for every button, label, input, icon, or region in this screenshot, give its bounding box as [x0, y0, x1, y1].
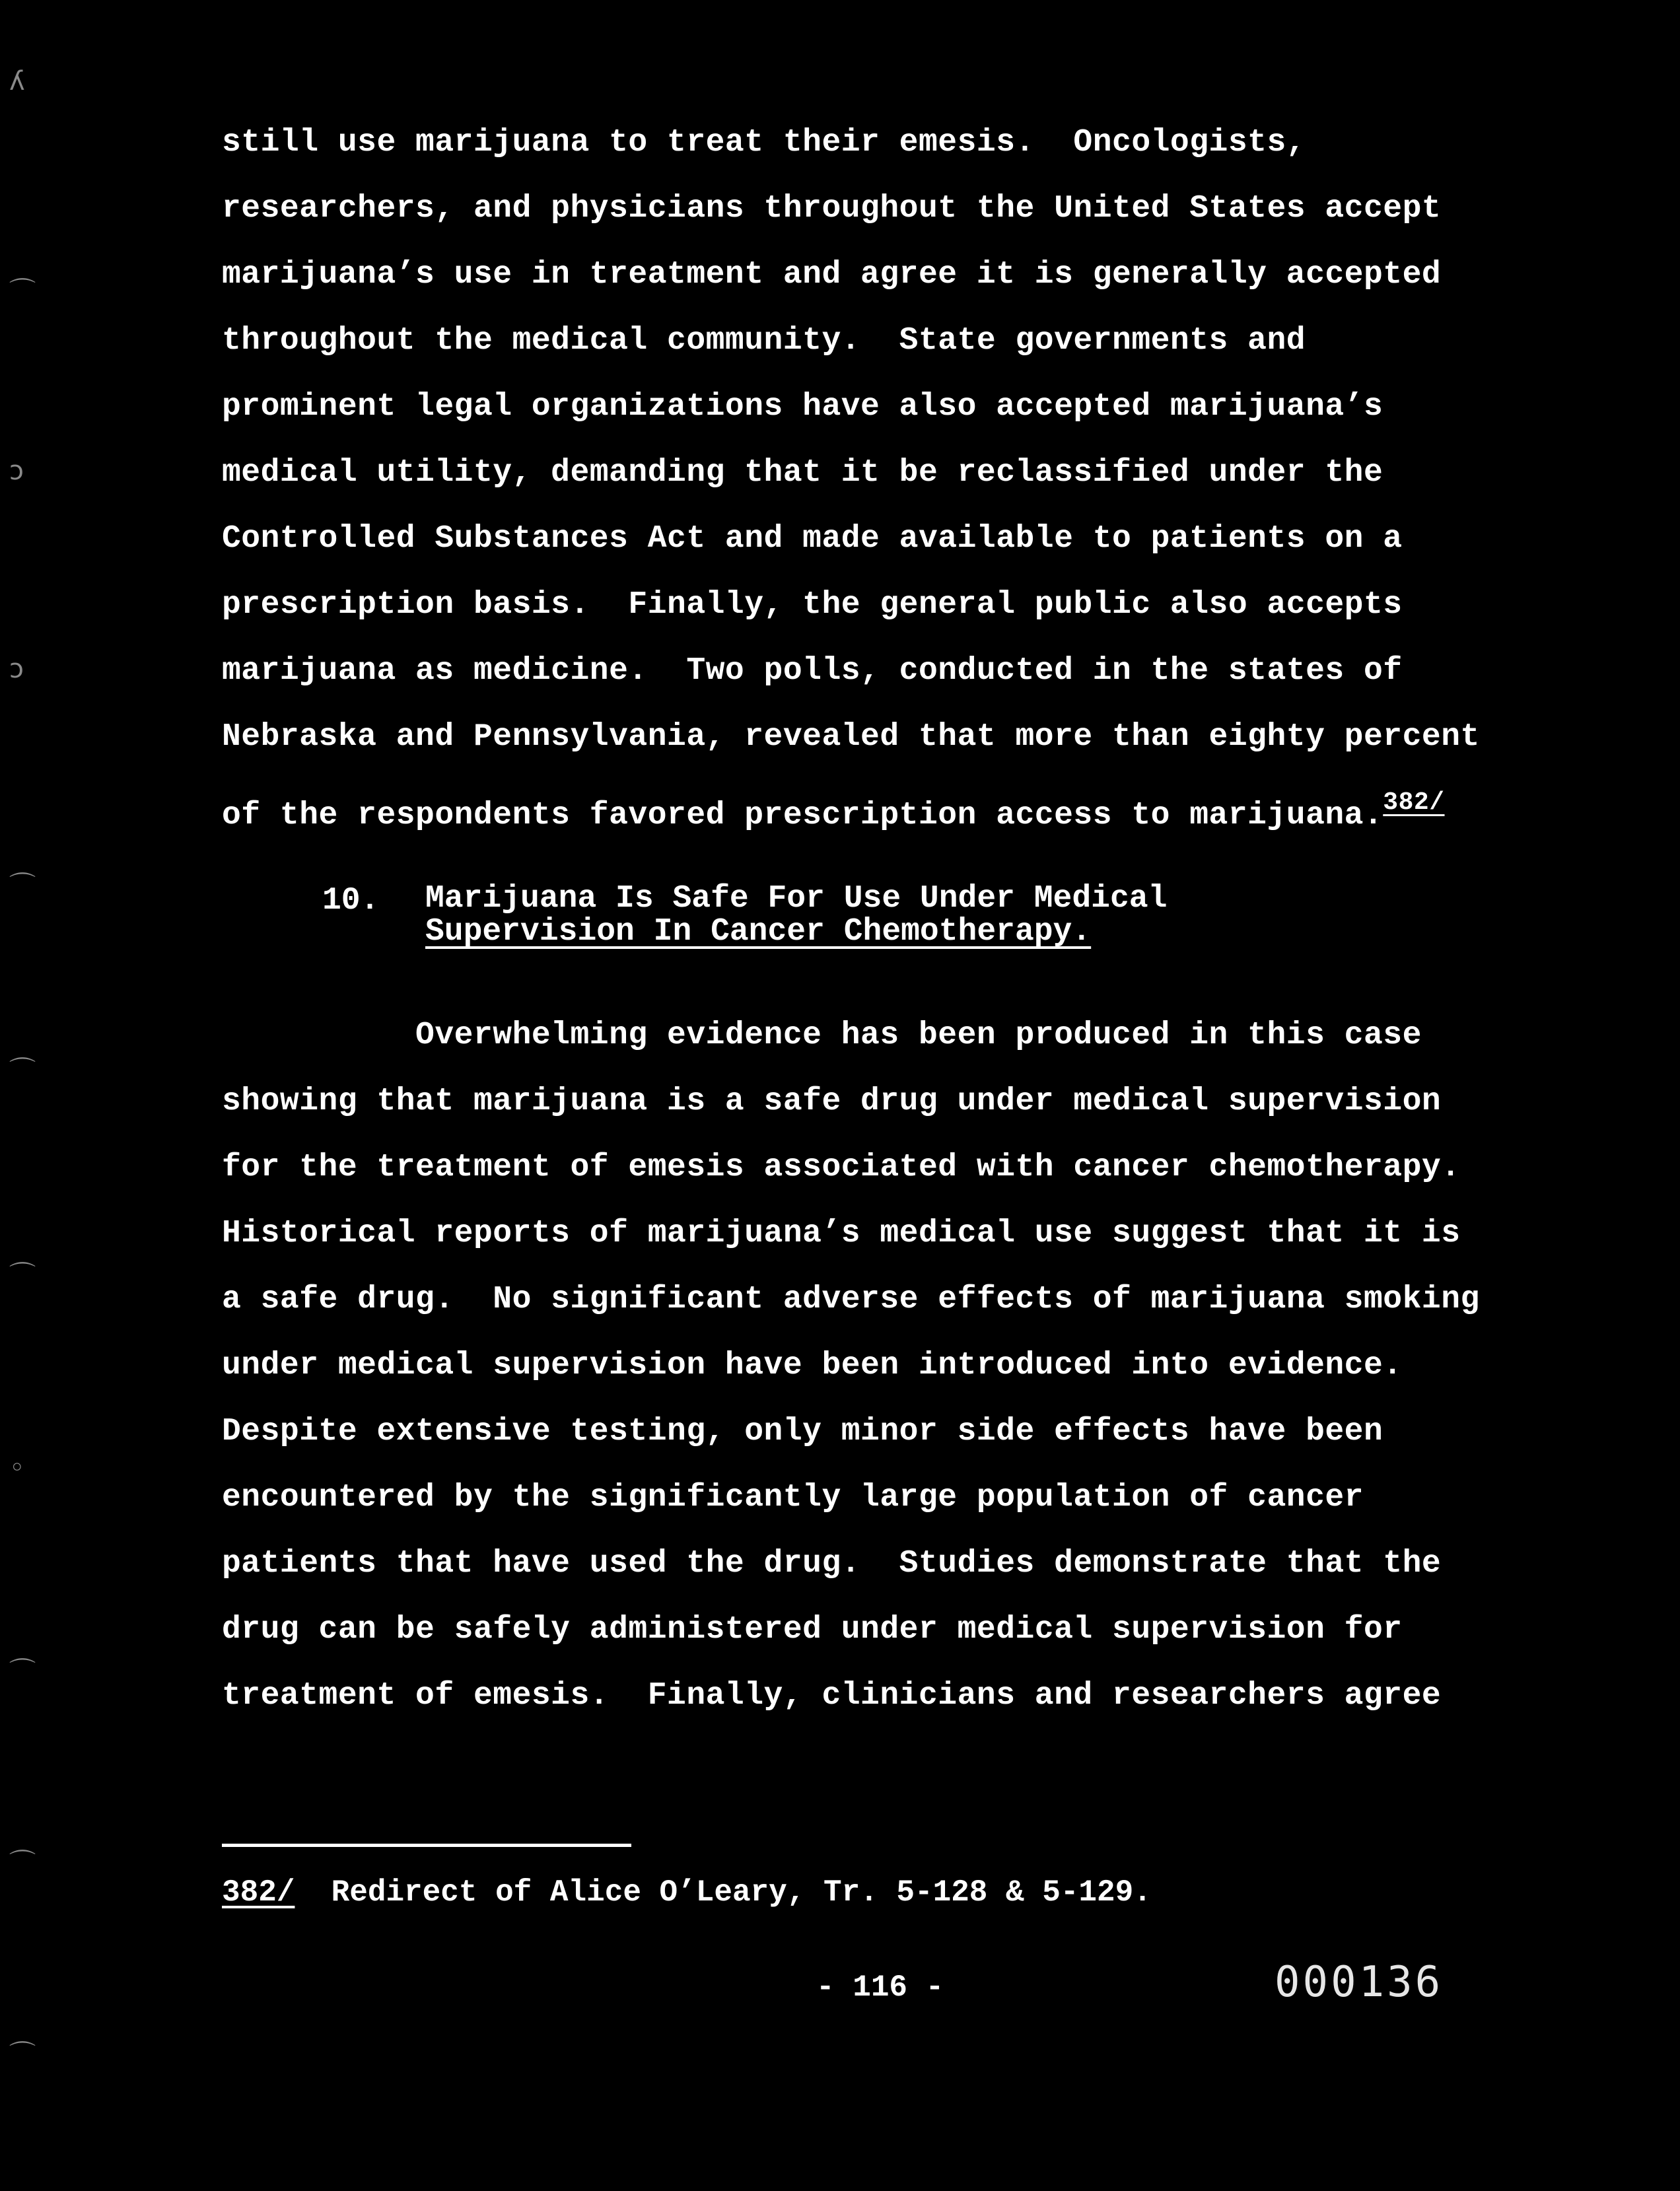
paragraph2-line-6: under medical supervision have been introduced into evidence. — [222, 1348, 1403, 1383]
paragraph2-line-10: drug can be safely administered under medical supervision for — [222, 1612, 1403, 1648]
paragraph2-line-4: Historical reports of marijuana’s medical use suggest that it is — [222, 1216, 1461, 1251]
paragraph2-line-11: treatment of emesis. Finally, clinicians and researchers agree — [222, 1678, 1442, 1714]
paragraph2-line-3: for the treatment of emesis associated with cancer chemotherapy. — [222, 1150, 1461, 1185]
paragraph2-line-9: patients that have used the drug. Studies demonstrate that the — [222, 1546, 1442, 1582]
section-title-line1: Marijuana Is Safe For Use Under Medical — [425, 881, 1168, 917]
paragraph1-line-4: throughout the medical community. State governments and — [222, 323, 1306, 359]
bates-stamp: 000136 — [1275, 1958, 1444, 2007]
scan-mark-icon: ⌒ — [9, 1848, 36, 1879]
scan-mark-icon: ⌒ — [9, 1261, 36, 1291]
paragraph1-line-1: still use marijuana to treat their emesis. Oncologists, — [222, 125, 1306, 160]
paragraph1-line-3: marijuana’s use in treatment and agree it is generally accepted — [222, 257, 1442, 293]
paragraph1-line-9: marijuana as medicine. Two polls, conducted in the states of — [222, 653, 1403, 689]
scan-mark-icon: ◦ — [9, 1453, 25, 1483]
footnote-label: 382/ — [222, 1875, 295, 1910]
paragraph2-line-7: Despite extensive testing, only minor side effects have been — [222, 1414, 1383, 1449]
scan-mark-icon: ⌒ — [9, 2040, 36, 2070]
scan-mark-icon: ⌒ — [9, 277, 36, 307]
paragraph2-line-1: Overwhelming evidence has been produced in this case — [222, 1018, 1422, 1053]
paragraph1-line-7: Controlled Substances Act and made available to patients on a — [222, 521, 1403, 557]
scan-mark-icon: ⌒ — [9, 1056, 36, 1086]
scan-mark-icon: ʎ — [9, 66, 25, 96]
footnote-divider — [222, 1844, 631, 1847]
scan-mark-icon: ɔ — [9, 654, 24, 684]
section-number: 10. — [322, 883, 380, 919]
footnote-reference: 382/ — [1383, 788, 1445, 817]
scan-mark-icon: ɔ — [9, 456, 24, 486]
footnote-text: Redirect of Alice O’Leary, Tr. 5-128 & 5-129. — [331, 1875, 1152, 1910]
paragraph1-line-11: of the respondents favored prescription access to marijuana. — [222, 798, 1383, 833]
section-heading — [425, 882, 1167, 948]
paragraph2-line-8: encountered by the significantly large population of cancer — [222, 1480, 1364, 1515]
section-title-line2: Supervision In Cancer Chemotherapy. — [425, 914, 1092, 950]
paragraph1-line-2: researchers, and physicians throughout the United States accept — [222, 191, 1442, 226]
paragraph2-line-5: a safe drug. No significant adverse effects of marijuana smoking — [222, 1282, 1480, 1317]
scan-mark-icon: ⌒ — [9, 871, 36, 901]
page-number: - 116 - — [816, 1970, 944, 2005]
paragraph1-line-11-wrap — [222, 783, 1445, 835]
footnote — [222, 1874, 1152, 1911]
paragraph1-line-5: prominent legal organizations have also accepted marijuana’s — [222, 389, 1383, 425]
paragraph1-line-10: Nebraska and Pennsylvania, revealed that more than eighty percent — [222, 719, 1480, 755]
paragraph2-line-2: showing that marijuana is a safe drug under medical supervision — [222, 1084, 1442, 1119]
scan-mark-icon: ⌒ — [9, 1657, 36, 1687]
paragraph1-line-6: medical utility, demanding that it be reclassified under the — [222, 455, 1383, 491]
paragraph1-line-8: prescription basis. Finally, the general public also accepts — [222, 587, 1403, 623]
